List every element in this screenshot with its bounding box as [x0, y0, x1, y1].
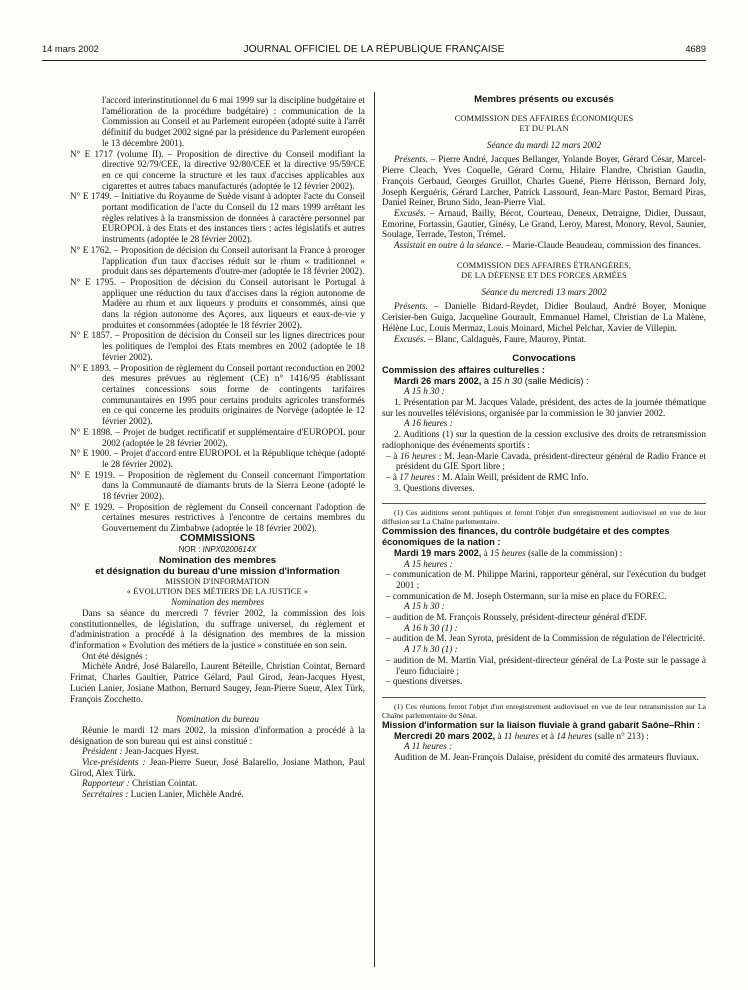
excuses-label: Excusés. [394, 333, 426, 344]
commissions-heading: COMMISSIONS [179, 532, 256, 544]
nor-label: NOR : [178, 544, 203, 554]
presents-label: Présents. [394, 154, 428, 165]
members-list: Michèle André, José Balarello, Laurent Béteille, Christian Cointat, Bernard Frimat, Charles Gaultier, Patrice Gélard, Paul Girod, Jean-Jacques Hyest, Lucien Lanier, Josiane Mathon, Bernard Saugey, Jean-Pierre Sueur, Alex Türk, François Zocchetto. [70, 661, 365, 704]
date-hour: 15 h 30 [491, 375, 523, 386]
membres-presents-heading: Membres présents ou excusés [474, 94, 614, 105]
assistait-names: – Marie-Claude Beaudeau, commission des finances. [503, 240, 701, 251]
column-divider [374, 92, 375, 967]
commission-finances-title: Commission des finances, du contrôle budgétaire et des comptes économiques de la nation : [382, 526, 670, 548]
agenda-dash-item: – audition de M. Jean Syrota, président de la Commission de régulation de l'électricité. [386, 633, 706, 644]
header-rule [42, 60, 706, 61]
date-bold: Mercredi 20 mars 2002, [394, 730, 496, 741]
date-text: et à [538, 730, 557, 741]
agenda-item: Audition de M. Jean-François Dalaise, président du comité des armateurs fluviaux. [394, 752, 699, 763]
left-column [70, 95, 365, 800]
dash-hour: 16 heures [400, 450, 437, 461]
date-hour: 11 heures [503, 730, 539, 741]
intro-paragraph: l'accord interinstitutionnel du 6 mai 1999 sur la discipline budgétaire et l'amélioration de la procédure budgétaire) : communication de la Commission au Conseil et au Parlement européen (adopté suite à l'arrêt définitif du budget 2002 signé par la présidence du Parlement européen le 13 décembre 2001). [102, 95, 365, 148]
agenda-dash-item: – audition de M. Martin Vial, président-directeur général de La Poste sur le passage à l'euro fiduciaire ; [386, 654, 706, 676]
footnote: (1) Ces réunions feront l'objet d'un enregistrement audiovisuel en vue de leur retransmission sur La Chaîne parlementaire du Sénat. [382, 701, 706, 720]
nomination-title-line1: Nomination des membres [158, 555, 277, 567]
commission-line2: DE LA DÉFENSE ET DES FORCES ARMÉES [461, 270, 627, 280]
nomination-bureau-subheading: Nomination du bureau [176, 714, 259, 725]
role-label: Vice-présidents : [82, 757, 146, 768]
hour-heading: A 15 h 30 : [404, 386, 445, 397]
list-item: N° E 1898. – Projet de budget rectificatif et supplémentaire d'EUROPOL pour 2002 (adoptée le 28 février 2002). [70, 426, 365, 448]
list-item: N° E 1893. – Proposition de règlement du Conseil portant reconduction en 2002 des mesures prévues au règlement (CE) n° 1416/95 établissant certaines concessions sous forme de contingents tarifaires communautaires en 1995 pour certains produits agricoles transformés en ce qui concerne les produits originaires de Norvège (adoptée le 12 février 2002). [70, 362, 365, 427]
date-room: (salle n° 213) : [592, 730, 649, 741]
dash-text: : M. Jean-Marie Cavada, président-directeur général de Radio France et président du GIE Sport libre ; [396, 450, 706, 472]
bureau-president [70, 746, 365, 757]
hour-heading: A 11 heures : [404, 741, 453, 752]
convocations-heading: Convocations [512, 353, 576, 365]
seance-date: Séance du mardi 12 mars 2002 [486, 139, 602, 150]
excuses-paragraph [382, 208, 706, 240]
hour-heading: A 15 heures : [404, 558, 453, 569]
presents-names: – Pierre André, Jacques Bellanger, Yolande Boyer, Gérard César, Marcel-Pierre Cleach, Yves Coquelle, Gérard Cornu, Hilaire Flandre, Christian Gaudin, François Gerbaud, Georges Gruillot, Charles Guené, Pierre Hérisson, Bernard Joly, Joseph Kerguéris, Gérard Larcher, Patrick Lassourd, Jean-Marc Pastor, Bernard Piras, Daniel Reiner, Bruno Sido, Jean-Pierre Vial. [382, 154, 706, 208]
bureau-rapporteur [70, 778, 365, 789]
date-text: à [495, 730, 504, 741]
hour-heading: A 16 heures : [404, 418, 453, 429]
seance-date: Séance du mercredi 13 mars 2002 [481, 286, 607, 297]
meeting-date [382, 548, 706, 559]
commission-line2: ET DU PLAN [519, 123, 569, 133]
mission-fluviale-title: Mission d'information sur la liaison fluviale à grand gabarit Saône–Rhin : [382, 719, 701, 730]
mission-line2: « ÉVOLUTION DES MÉTIERS DE LA JUSTICE » [126, 587, 309, 597]
hour-heading: A 17 h 30 (1) : [404, 644, 458, 655]
nomination-title-line2: et désignation du bureau d'une mission d'information [95, 566, 340, 578]
list-item: N° E 1929. – Proposition de règlement du Conseil concernant l'adoption de certaines mesures restrictives à l'encontre de certains membres du Gouvernement du Zimbabwe (adoptée le 18 février 2002). [70, 501, 365, 534]
hour-heading: A 15 h 30 : [404, 601, 445, 612]
agenda-item: 3. Questions diverses. [394, 482, 475, 493]
bureau-secretaires [70, 789, 365, 800]
commission-culturelles-title: Commission des affaires culturelles : [382, 364, 545, 375]
role-names: Jean-Pierre Sueur, José Balarello, Josiane Mathon, Paul Girod, Alex Türk. [70, 757, 366, 778]
ont-ete-designes: Ont été désignés : [82, 650, 148, 661]
header-date: 14 mars 2002 [42, 44, 99, 54]
agenda-dash-item [382, 451, 706, 472]
hour-heading: A 16 h 30 (1) : [404, 622, 458, 633]
excuses-paragraph [382, 334, 706, 345]
footnote: (1) Ces auditions seront publiques et feront l'objet d'un enregistrement audiovisuel en vue de leur diffusion sur La Chaîne parlementaire. [382, 508, 706, 527]
role-names: Lucien Lanier, Michèle André. [128, 789, 244, 800]
role-label: Secrétaires : [82, 789, 129, 800]
dash-text: : M. Alain Weill, président de RMC Info. [434, 471, 589, 482]
list-item: N° E 1762. – Proposition de décision du Conseil autorisant la France à proroger l'application d'un taux d'accises réduit sur le rhum « traditionnel » produit dans ses départements d'outre-mer (adoptée le 18 février 2002). [70, 244, 365, 277]
list-item: N° E 1919. – Proposition de règlement du Conseil concernant l'importation dans la Communauté de diamants bruts de la Sierra Leone (adopté le 18 février 2002). [70, 469, 365, 502]
presents-names: – Danielle Bidard-Reydet, Didier Boulaud, André Boyer, Monique Cerisier-ben Guiga, Jacqueline Gourault, Emmanuel Hamel, Christian de La Malène, Hélène Luc, Louis Mermaz, Louis Moinard, Michel Pelchat, Xavier de Villepin. [382, 301, 706, 333]
agenda-item: 2. Auditions (1) sur la question de la cession exclusive des droits de retransmission radiophonique des événements sportifs : [382, 429, 706, 450]
excuses-names: – Blanc, Caldaguès, Faure, Mauroy, Pintat. [425, 333, 587, 344]
page-number: 4689 [685, 44, 706, 54]
nor-code: INPX0200614X [202, 544, 257, 554]
date-room: (salle Médicis) : [522, 375, 589, 386]
mission-heading [70, 577, 365, 597]
presents-label: Présents. [394, 301, 428, 312]
agenda-dash-item: – audition de M. François Roussely, président-directeur général d'EDF. [386, 612, 647, 623]
date-room: (salle de la commission) : [525, 547, 623, 558]
presents-paragraph [382, 301, 706, 333]
paragraph: Dans sa séance du mercredi 7 février 2002, la commission des lois constitutionnelles, de législation, du suffrage universel, du règlement et d'administration a procédé à la désignation des membres de la mission d'information « Evolution des métiers de la justice » constituée en son sein. [70, 607, 365, 651]
date-hour: 15 heures [490, 547, 526, 558]
paragraph: Réunie le mardi 12 mars 2002, la mission d'information a procédé à la désignation de son bureau qui est ainsi constitué : [70, 724, 365, 746]
list-item: N° E 1900. – Projet d'accord entre EUROPOL et la République tchèque (adopté le 28 février 2002). [70, 448, 365, 469]
agenda-dash-item: – communication de M. Philippe Marini, rapporteur général, sur l'exécution du budget 2001 ; [386, 569, 706, 590]
date-bold: Mardi 26 mars 2002, [394, 375, 482, 386]
agenda-item: 1. Présentation par M. Jacques Valade, président, des actes de la journée thématique sur les nouvelles télévisions, organisée par la commission le 30 janvier 2002. [382, 397, 706, 418]
list-item: N° E 1749. – Initiative du Royaume de Suède visant à adopter l'acte du Conseil portant modification de l'acte du Conseil du 12 mars 1999 arrêtant les règles relatives à la transmission de données à caractère personnel par EUROPOL à des Etats et des instances tiers : actes législatifs et autres instruments (adoptée le 28 février 2002). [70, 191, 365, 245]
dash-prefix: – à [386, 450, 401, 461]
commission-eco-heading [382, 114, 706, 134]
role-names: Christian Cointat. [129, 778, 198, 789]
role-label: Rapporteur : [82, 778, 130, 789]
list-item: N° E 1795. – Proposition de décision du Conseil autorisant le Portugal à appliquer une réduction du taux d'accises dans la région autonome de Madère au rhum et aux liqueurs y produits et consommés, ainsi que dans la région autonome des Açores, aux liqueurs et eaux-de-vie y produites et consommées (adoptée le 18 février 2002). [70, 276, 365, 330]
list-item: N° E 1857. – Proposition de décision du Conseil sur les lignes directrices pour les politiques de l'emploi des Etats membres en 2002 (adoptée le 18 février 2002). [70, 330, 365, 362]
date-text: à [481, 375, 492, 386]
list-item: N° E 1717 (volume II). – Proposition de directive du Conseil modifiant la directive 92/79/CEE, la directive 92/80/CEE et la directive 95/59/CE en ce qui concerne la structure et les taux d'accises applicables aux cigarettes et autres tabacs manufacturés (adoptée le 12 février 2002). [70, 148, 365, 191]
journal-title: JOURNAL OFFICIEL DE LA RÉPUBLIQUE FRANÇAISE [243, 44, 505, 55]
role-names: Jean-Jacques Hyest. [122, 746, 199, 757]
presents-paragraph [382, 154, 706, 208]
footnote-rule [382, 697, 706, 698]
nomination-heading [70, 555, 365, 577]
commission-line1: COMMISSION DES AFFAIRES ÉCONOMIQUES [454, 113, 634, 123]
bureau-vice-presidents [70, 757, 365, 778]
page-header [42, 44, 706, 58]
date-hour: 14 heures [556, 730, 593, 741]
commission-etrangeres-heading [382, 261, 706, 281]
excuses-label: Excusés. [394, 207, 426, 218]
meeting-date [382, 376, 706, 387]
right-column [382, 95, 706, 763]
meeting-date [382, 731, 706, 742]
footnote-rule [382, 503, 706, 504]
dash-hour: 17 heures [399, 471, 435, 482]
date-text: à [481, 547, 491, 558]
role-label: Président : [82, 746, 123, 757]
mission-line1: MISSION D'INFORMATION [165, 577, 270, 587]
excuses-names: – Arnaud, Bailly, Bécot, Courteau, Deneux, Detraigne, Didier, Dussaut, Emorine, Fortassin, Gautier, Ginésy, Le Grand, Leroy, Marest, Monory, Revol, Saunier, Soulage, Terrade, Teston, Trémel. [382, 207, 706, 240]
nor-reference [70, 545, 365, 556]
agenda-dash-item [382, 472, 706, 483]
assistait-paragraph [382, 240, 706, 251]
date-bold: Mardi 19 mars 2002, [394, 547, 482, 558]
agenda-dash-item: – questions diverses. [386, 676, 463, 687]
nomination-membres-subheading: Nomination des membres [170, 597, 265, 608]
agenda-dash-item: – communication de M. Joseph Ostermann, sur la mise en place du FOREC. [386, 590, 667, 601]
dash-prefix: – à [386, 471, 400, 482]
assistait-label: Assistait en outre à la séance. [394, 240, 504, 251]
commission-line1: COMMISSION DES AFFAIRES ÉTRANGÈRES, [456, 260, 632, 270]
